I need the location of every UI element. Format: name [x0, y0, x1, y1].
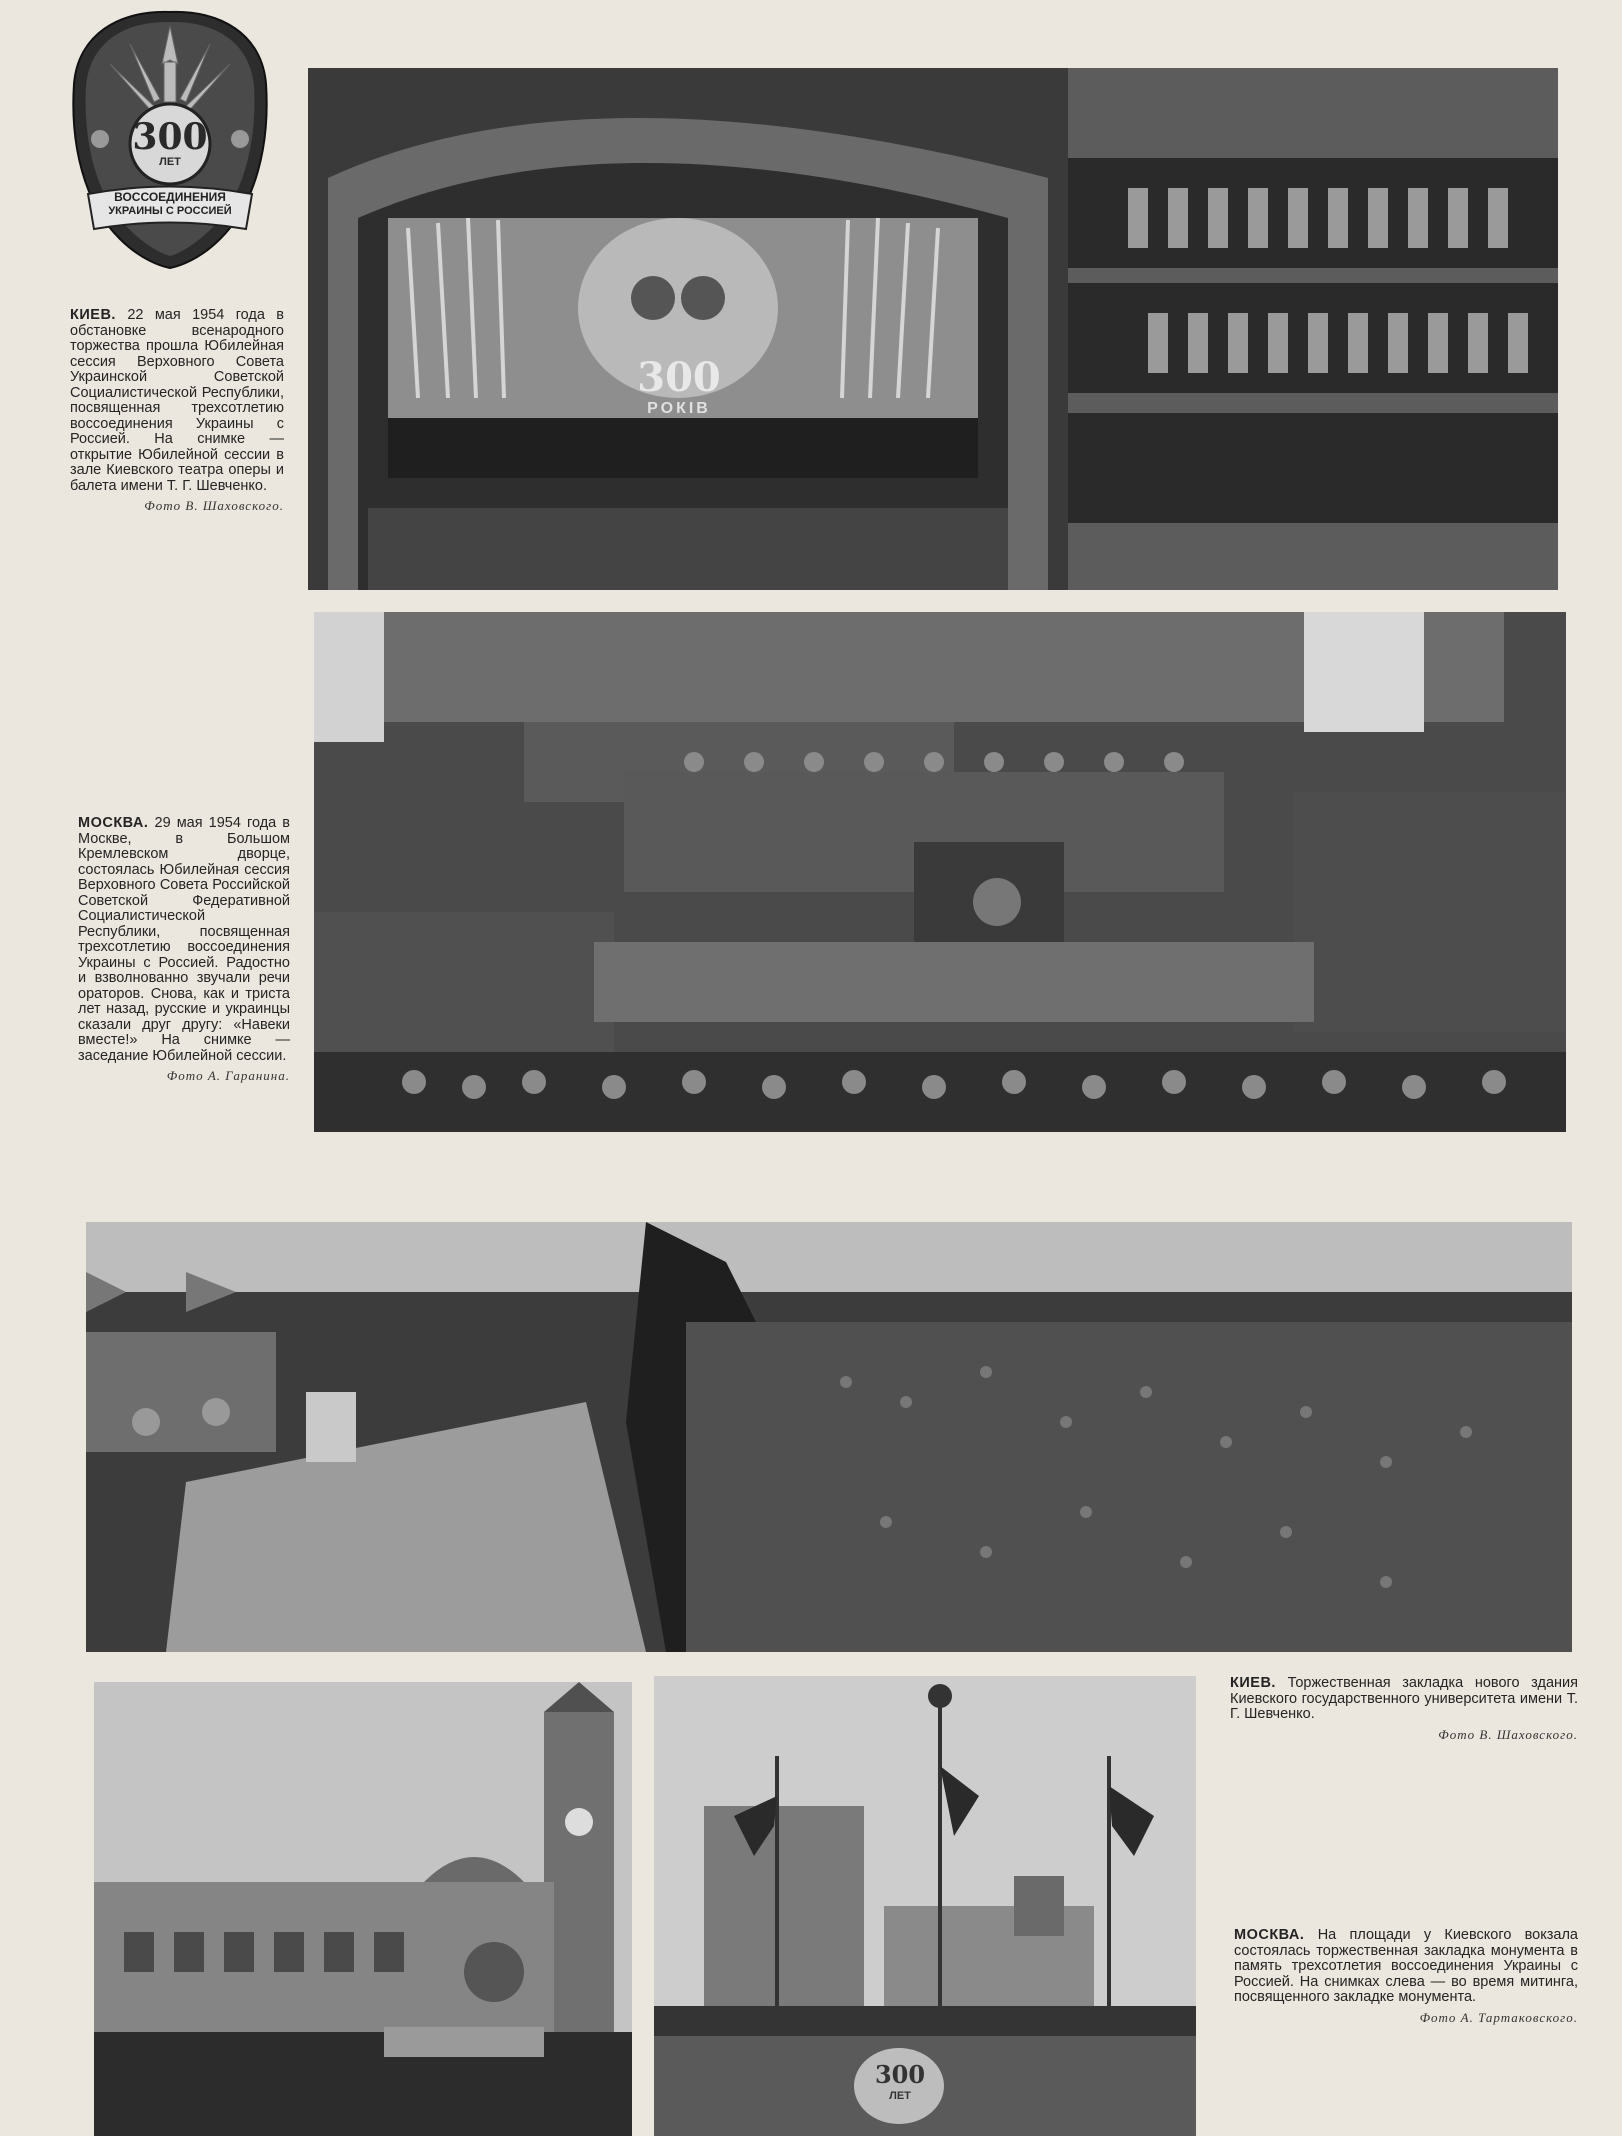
- photo-moscow-monument-foundation: [654, 1676, 1196, 2136]
- caption-text: 29 мая 1954 года в Москве, в Большом Кремлевском дворце, состоялась Юбилейная сессия Верховного Совета Российской Советской Федеративной Социалистической Республики, посвященная трехсотлетию воссоединения Украины с Россией. Радостно и взволнованно звучали речи ораторов. Снова, как и триста лет назад, русские и украинцы сказали друг другу: «Навеки вместе!» На снимке — заседание Юбилейной сессии.: [78, 815, 291, 1064]
- photo-credit: Фото А. Гаранина.: [166, 1068, 290, 1083]
- photo-monument-number: 300: [874, 2060, 926, 2089]
- photo-kiev-opera-hall: [308, 68, 1558, 590]
- badge-ribbon-line1: ВОССОЕДИНЕНИЯ: [114, 190, 226, 204]
- photo-banner-word: РОКІВ: [647, 400, 711, 417]
- photo-kiev-railway-station: [94, 1682, 632, 2136]
- opera-hall-illustration: [308, 68, 1558, 590]
- caption-city: МОСКВА.: [78, 815, 149, 831]
- photo-moscow-kremlin-session: [314, 612, 1566, 1132]
- photo-credit: Фото В. Шаховского.: [1438, 1726, 1578, 1742]
- caption-moscow-monument: [1234, 1928, 1578, 2025]
- photo-kiev-university-rally: [86, 1222, 1572, 1652]
- caption-moscow-session: [78, 816, 290, 1084]
- photo-banner-number: 300: [637, 354, 721, 401]
- photo-monument-word: ЛЕТ: [889, 2090, 911, 2102]
- caption-kiev-session: [70, 308, 284, 514]
- caption-city: КИЕВ.: [70, 307, 116, 323]
- photo-credit: Фото А. Тартаковского.: [1419, 2009, 1578, 2025]
- university-rally-illustration: [86, 1222, 1572, 1652]
- caption-text: Торжественная закладка нового здания Киевского государственного университета имени Т. Г. Шевченко.: [1230, 1675, 1578, 1722]
- caption-kiev-university: [1230, 1676, 1578, 1742]
- badge-number: 300: [132, 116, 208, 158]
- badge-unit: ЛЕТ: [159, 156, 181, 168]
- caption-city: КИЕВ.: [1230, 1675, 1276, 1691]
- photo-credit: Фото В. Шаховского.: [144, 498, 284, 513]
- anniversary-badge: [70, 4, 270, 272]
- caption-text: На площади у Киевского вокзала состоялась торжественная закладка монумента в память трехсотлетия воссоединения Украины с Россией. На снимках слева — во время митинга, посвященного закладке монумента.: [1234, 1927, 1578, 2005]
- caption-city: МОСКВА.: [1234, 1927, 1305, 1943]
- kremlin-session-illustration: [314, 612, 1566, 1132]
- caption-text: 22 мая 1954 года в обстановке всенародного торжества прошла Юбилейная сессия Верховного Совета Украинской Советской Социалистической Республики, посвященная трехсотлетию воссоединения Украины с Россией. На снимке — открытие Юбилейной сессии в зале Киевского театра оперы и балета имени Т. Г. Шевченко.: [70, 307, 285, 494]
- railway-station-illustration: [94, 1682, 632, 2136]
- badge-ribbon-line2: УКРАИНЫ С РОССИЕЙ: [108, 205, 232, 217]
